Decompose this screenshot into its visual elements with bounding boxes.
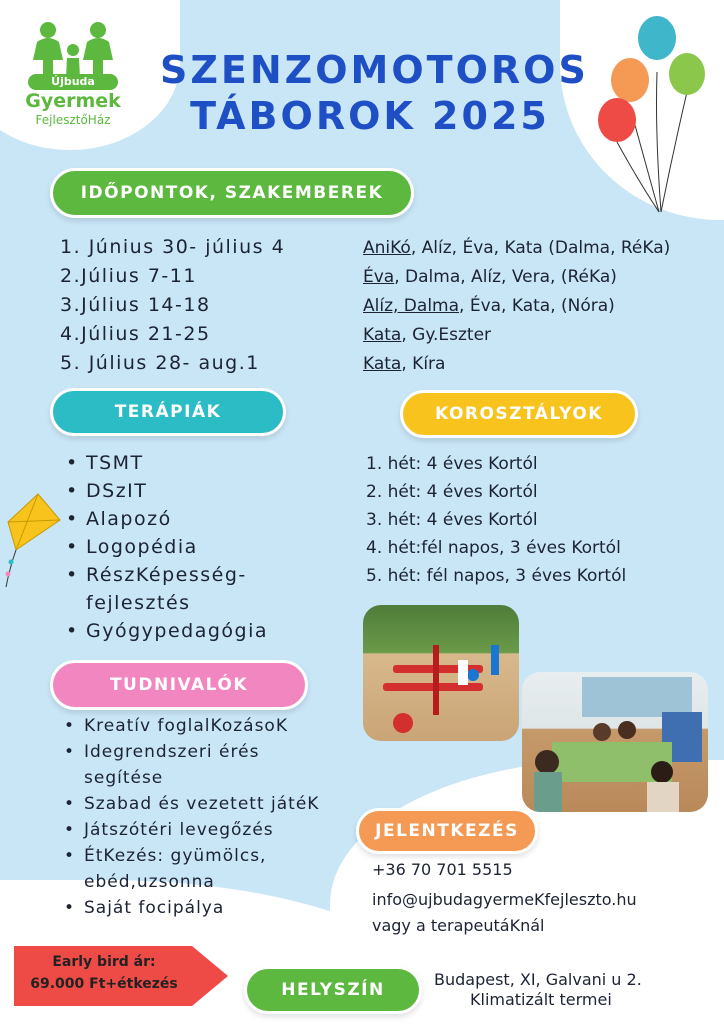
title-line-1: SZENZOMOTOROS	[160, 48, 589, 92]
therapy-item-cont: fejlesztés	[86, 592, 191, 614]
therapies-heading: TERÁPIÁK	[50, 388, 286, 436]
therapy-item: • TSMT	[86, 452, 144, 474]
week-3-staff: Alíz, Dalma, Éva, Kata, (Nóra)	[363, 296, 615, 316]
week-2-staff: Éva, Dalma, Alíz, Vera, (RéKa)	[363, 267, 617, 287]
kite-icon	[0, 492, 68, 602]
week-1-date: 1. Június 30- július 4	[60, 236, 286, 258]
logo	[18, 20, 128, 130]
info-heading: TUDNIVALÓK	[50, 660, 308, 710]
week-4-staff: Kata, Gy.Eszter	[363, 325, 492, 345]
age-item: 4. hét:fél napos, 3 éves Kortól	[366, 538, 621, 558]
age-item: 2. hét: 4 éves Kortól	[366, 482, 538, 502]
dates-heading: IDŐPONTOK, SZAKEMBEREK	[50, 168, 414, 218]
info-item: • Játszótéri levegőzés	[84, 820, 274, 840]
week-3-date: 3.Július 14-18	[60, 294, 211, 316]
therapy-item: • DSzIT	[86, 480, 147, 502]
week-1-staff: AniKó, Alíz, Éva, Kata (Dalma, RéKa)	[363, 238, 671, 258]
therapy-item: • Logopédia	[86, 536, 198, 558]
info-item: • Szabad és vezetett játéK	[84, 794, 319, 814]
info-item: • ÉtKezés: gyümölcs,	[84, 846, 266, 866]
info-item-cont: ebéd,uzsonna	[84, 872, 215, 892]
location-address: Budapest, XI, Galvani u 2.	[434, 970, 642, 989]
title-line-2: TÁBOROK 2025	[190, 94, 550, 138]
logo-badge: Újbuda	[28, 74, 118, 90]
logo-name: Gyermek	[25, 90, 121, 112]
signup-heading: JELENTKEZÉS	[356, 808, 538, 854]
ages-heading: KOROSZTÁLYOK	[400, 390, 638, 438]
early-bird-label: Early bird ár:	[52, 954, 156, 970]
family-logo-icon	[23, 20, 123, 80]
location-note: Klimatizált termei	[470, 990, 612, 1009]
signup-email: info@ujbudagyermeKfejleszto.hu	[372, 890, 637, 909]
therapy-item: • Alapozó	[86, 508, 172, 530]
logo-subname: FejlesztőHáz	[35, 113, 111, 127]
signup-or: vagy a terapeutáKnál	[372, 916, 545, 935]
location-heading: HELYSZÍN	[244, 966, 422, 1014]
therapy-item: • RészKépesség-	[86, 564, 247, 586]
age-item: 3. hét: 4 éves Kortól	[366, 510, 538, 530]
early-bird-banner	[14, 944, 228, 1008]
early-bird-price: 69.000 Ft+étkezés	[30, 976, 178, 992]
age-item: 1. hét: 4 éves Kortól	[366, 454, 538, 474]
therapy-item: • Gyógypedagógia	[86, 620, 268, 642]
classroom-photo	[522, 672, 708, 812]
info-item: • Idegrendszeri érés	[84, 742, 259, 762]
week-5-staff: Kata, Kíra	[363, 354, 446, 374]
info-item-cont: segítése	[84, 768, 164, 788]
week-4-date: 4.Július 21-25	[60, 323, 211, 345]
playground-photo	[363, 605, 519, 741]
info-item: • Saját focipálya	[84, 898, 224, 918]
age-item: 5. hét: fél napos, 3 éves Kortól	[366, 566, 627, 586]
balloons-icon	[595, 12, 715, 222]
signup-phone: +36 70 701 5515	[372, 860, 513, 879]
week-2-date: 2.Július 7-11	[60, 265, 197, 287]
info-item: • Kreatív foglalKozásoK	[84, 716, 288, 736]
week-5-date: 5. Július 28- aug.1	[60, 352, 260, 374]
